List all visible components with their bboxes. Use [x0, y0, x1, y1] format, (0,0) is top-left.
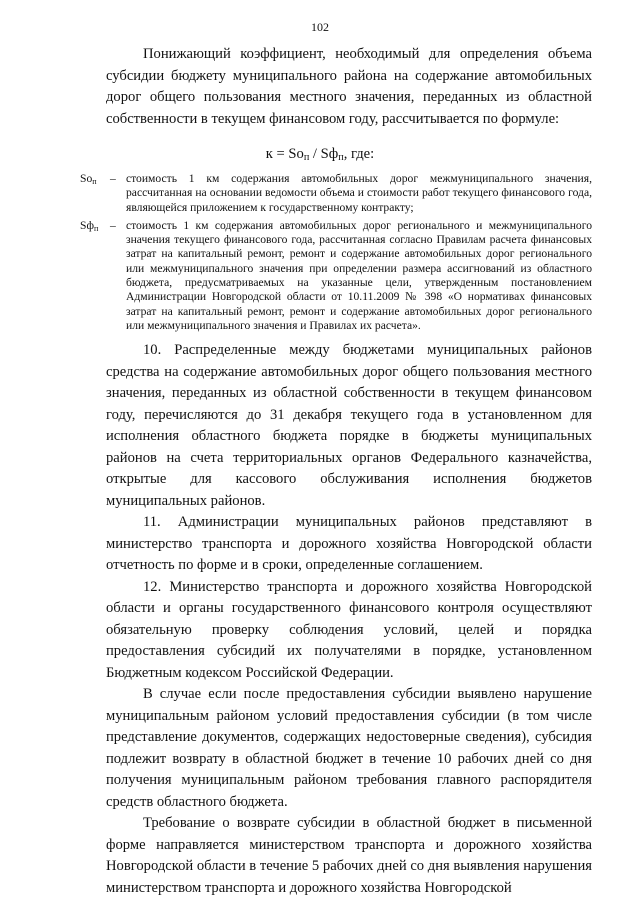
page-number: 102: [311, 20, 329, 34]
definitions-list: [80, 172, 592, 337]
definition-dash: –: [110, 218, 116, 232]
definition-term: $So_п$: [80, 172, 97, 186]
intro-paragraph: Понижающий коэффициент, необходимый для определения объема субсидии бюджету муниципального района на содержание автомобильных дорог общего пользования местного значения, переданных из областной собственности в текущем финансовом году, рассчитывается по формуле:: [106, 46, 592, 127]
definition-term: $Sф_п$: [80, 218, 99, 233]
definition-item: [80, 219, 592, 333]
paragraph-10: 10. Распределенные между бюджетами муниципальных районов средства на содержание автомобильных дорог общего пользования местного значения, переданных из областной собственности в текущем финансовом году, перечисляются до 31 декабря текущего года в установленном для исполнения областного бюджета порядке в бюджеты муниципальных районов на счета территориальных органов Федерального казначейства, открытые для кассового обслуживания исполнения бюджетов муниципальных районов.: [106, 342, 592, 509]
formula: [0, 146, 640, 163]
formula-mid: / Sф: [309, 146, 339, 162]
formula-tail: , где:: [343, 146, 375, 162]
main-section: [106, 340, 592, 899]
definition-text: стоимость 1 км содержания автомобильных дорог межмуниципального значения, рассчитанная на основании ведомости объема и стоимости работ текущего финансового года, являющейся приложением к государственному контракту;: [126, 172, 592, 214]
formula-sub-2: п: [338, 152, 344, 163]
formula-lead: к = So: [265, 146, 304, 162]
definition-text: стоимость 1 км содержания автомобильных дорог регионального и межмуниципального значения текущего финансового года, рассчитанная согласно Правилам расчета финансовых затрат на капитальный ремонт, ремонт и содержание автомобильных дорог регионального или межмуниципального значения при определении размера ассигнований из областного бюджета, предусматриваемых на указанные цели, утвержденным постановлением Администрации Новгородской области от 10.11.2009 № 398 «О нормативах финансовых затрат на капитальный ремонт, ремонт и содержание автомобильных дорог регионального или межмуниципального значения и Правилах их расчета».: [126, 218, 592, 332]
intro-section: [106, 44, 592, 130]
paragraph-violation: В случае если после предоставления субсидии выявлено нарушение муниципальным районом условий предоставления субсидии (в том числе представление документов, содержащих недостоверные сведения), субсидия подлежит возврату в областной бюджет в течение 10 рабочих дней со дня получения муниципальным районом требования главного распорядителя средств областного бюджета.: [106, 686, 592, 810]
paragraph-requirement: Требование о возврате субсидии в областной бюджет в письменной форме направляется министерством транспорта и дорожного хозяйства Новгородской области в течение 5 рабочих дней со дня выявления нарушения министерством транспорта и дорожного хозяйства Новгородской: [106, 815, 592, 896]
paragraph-11: 11. Администрации муниципальных районов представляют в министерство транспорта и дорожного хозяйства Новгородской области отчетность по форме и в сроки, определенные соглашением.: [106, 514, 592, 573]
paragraph-12: 12. Министерство транспорта и дорожного хозяйства Новгородской области и органы государственного финансового контроля осуществляют обязательную проверку соблюдения условий, целей и порядка предоставления субсидий их получателями в порядке, установленном Бюджетным кодексом Российской Федерации.: [106, 578, 592, 681]
formula-sub-1: п: [303, 152, 310, 163]
definition-dash: –: [110, 172, 116, 185]
definition-item: [80, 172, 592, 215]
